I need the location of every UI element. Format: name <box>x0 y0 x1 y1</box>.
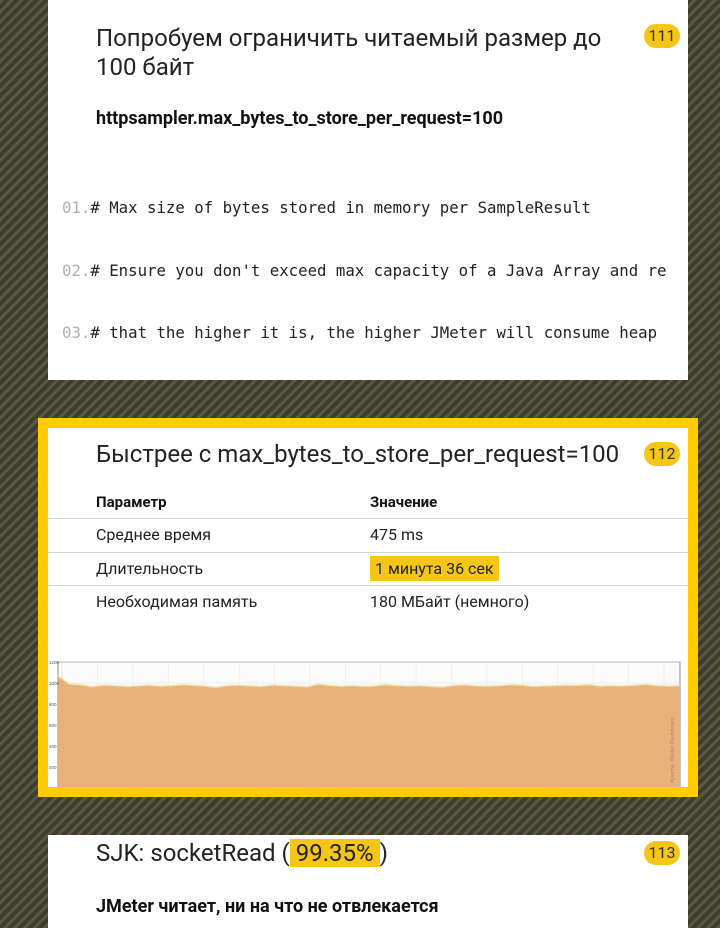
table-cell <box>370 553 499 585</box>
area-series <box>58 676 680 788</box>
table-row <box>48 585 688 619</box>
x-tick-label: 10:37:30 <box>407 789 425 794</box>
y-tick-label: 600 <box>49 723 57 728</box>
x-tick-label: 10:37:45 <box>514 789 531 794</box>
code-block <box>62 158 666 380</box>
code-line: 02.# Ensure you don't exceed max capacity of a Java Array and re <box>62 260 667 280</box>
x-tick-label: 10:38:05 <box>655 789 673 794</box>
slide-number-badge: 113 <box>644 841 680 865</box>
slide-title: Быстрее с max_bytes_to_store_per_request=100 <box>96 440 620 468</box>
table-cell: Необходимая память <box>96 592 258 611</box>
chart-svg <box>48 660 688 795</box>
highlighted-value: 1 минута 36 сек <box>370 556 499 581</box>
x-tick-label: 10:36:55 <box>160 789 177 794</box>
slide-number-badge: 111 <box>644 24 680 48</box>
table-cell: Среднее время <box>96 525 211 544</box>
slide-111 <box>48 0 688 380</box>
x-tick-label: 10:37:10 <box>266 789 283 794</box>
x-tick-label: 10:38:00 <box>620 789 637 794</box>
slide-title: SJK: socketRead ( 99.35% ) <box>96 839 388 867</box>
y-tick-label: 1200 <box>49 660 60 665</box>
table-cell: 475 ms <box>370 525 424 544</box>
y-tick-label: 400 <box>49 744 57 749</box>
x-tick-label: 10:37:15 <box>301 789 319 794</box>
y-tick-label: 1000 <box>49 681 60 686</box>
table-cell: 180 МБайт (немного) <box>370 592 530 611</box>
slide-title: Попробуем ограничить читаемый размер до 100 байт <box>96 24 602 81</box>
slide-112 <box>38 418 698 797</box>
code-line: 01.# Max size of bytes stored in memory per SampleResult <box>62 198 591 217</box>
highlighted-percentage: 99.35% <box>290 839 380 867</box>
x-tick-label: 10:37:35 <box>443 789 460 794</box>
x-tick-label: 10:37:05 <box>230 789 248 794</box>
y-tick-label: 800 <box>49 702 57 707</box>
setting-name: httpsampler.max_bytes_to_store_per_request=100 <box>96 108 504 129</box>
y-tick-label: 200 <box>49 765 57 770</box>
table-row <box>48 518 688 552</box>
y-tick-label: 0 <box>49 786 52 791</box>
header-cell: Параметр <box>96 493 167 511</box>
x-tick-label: 10:36:45 <box>89 789 106 794</box>
response-time-chart <box>48 660 688 795</box>
x-tick-label: 10:37:50 <box>549 789 566 794</box>
x-tick-label: 10:36:40 <box>53 789 71 794</box>
chart-watermark: Apache JMeter Dashboard <box>670 717 676 783</box>
x-tick-label: 10:37:25 <box>372 789 389 794</box>
x-tick-label: 10:37:20 <box>337 789 354 794</box>
slide-113 <box>48 835 688 928</box>
x-tick-label: 10:37:40 <box>478 789 496 794</box>
x-tick-label: 10:37:00 <box>195 789 212 794</box>
code-line: 03.# that the higher it is, the higher JMeter will consume heap <box>62 323 658 342</box>
slide-number-badge: 112 <box>644 442 680 466</box>
x-tick-label: 10:36:50 <box>124 789 141 794</box>
results-table <box>48 488 688 619</box>
header-cell: Значение <box>370 493 438 511</box>
x-tick-label: 10:37:55 <box>585 789 602 794</box>
table-header-row <box>48 488 688 518</box>
slide-subtitle: JMeter читает, ни на что не отвлекается <box>96 896 439 917</box>
table-cell: Длительность <box>96 558 204 578</box>
table-row <box>48 552 688 586</box>
